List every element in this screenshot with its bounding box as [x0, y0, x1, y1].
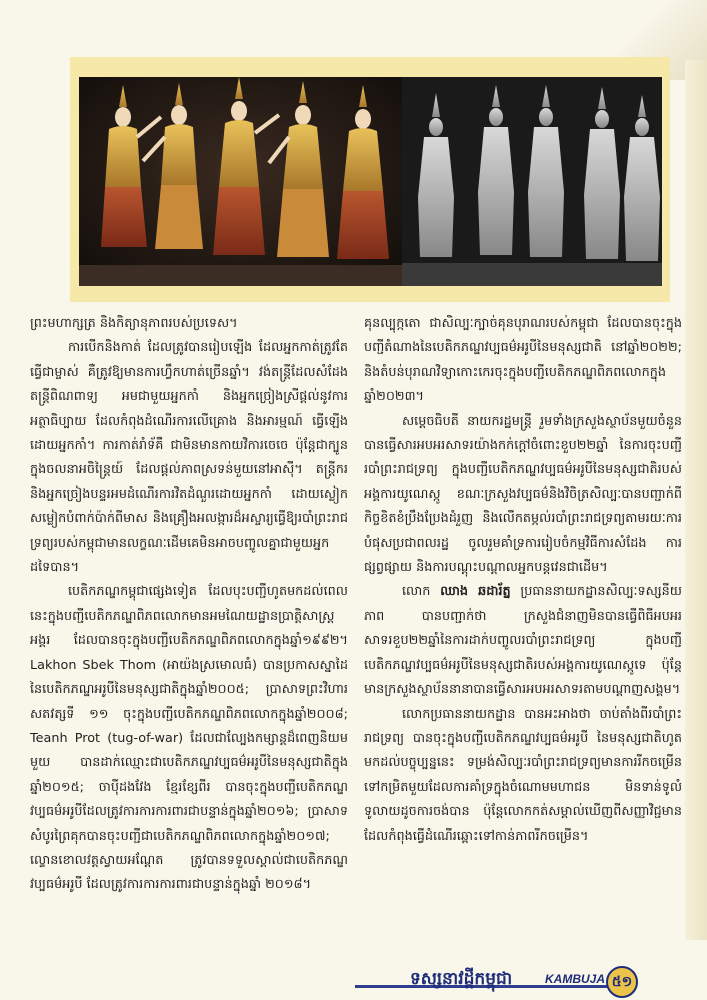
paragraph: ការបើកនិងកាត់ ដែលត្រូវបានរៀបឡើង ដែលអ្នកកាត់ត្រូវតែធ្វើជាម្ចាស់ គឺត្រូវឱ្យមានការហ្វឹកហាត់ច្រើនឆ្នាំ។ វង់តន្ត្រីដែលសំដែងតន្ត្រីពិណពាទ្យ អមជាមួយអ្នកកាំ និងអ្នកច្រៀងស្រីផ្តល់នូវការអត្ថាធិប្បាយ ដែលកំពុងដំណើរការលើគ្រោង និងអារម្មណ៍ ធ្វើឡើងដោយអ្នកកាំ។ ការកាត់រាំទ័គឺ ជាមិនមានកាយវិការចេចេ ប៉ុន្តែជាក្បូនក្នុងចលនាអចិន្ត្រៃយ៍ ដែលផ្តល់ភាពស្រទន់មួយនៅអាស៊ី។ តន្ត្រីករ និងអ្នកច្រៀងបន្ទរអមដំណើរការវិតដំណួរដោយអ្នកកាំ ដោយស្លៀកសម្លៀកបំពាក់ប៉ាក់ពីមាស និងគ្រឿងអលង្ការដ៏អស្ចារ្យធ្វើឱ្យរបាំព្រះរាជទ្រព្យរបស់កម្ពុជាមានលក្ខណៈដើមគេមិនអាចបញ្ចូលគ្នាជាមួយអ្នកដទៃបាន។: [30, 340, 348, 576]
paragraph: ព្រះមហាក្សត្រ និងកិត្យានុភាពរបស់ប្រទេស។: [30, 316, 238, 331]
right-column: [364, 312, 682, 849]
page-footer: [0, 968, 707, 1000]
dancers-color-photo: [79, 77, 402, 286]
left-column: [30, 312, 348, 898]
side-stripe: [685, 60, 707, 940]
paragraph: សម្តេចធិបតី នាយករដ្ឋមន្ត្រី រួមទាំងក្រសួងស្ថាប័នមួយចំនួន បានធ្វើសារអបអរសាទរយ៉ាងកក់ក្តៅចំពោះខួប២២ឆ្នាំ នៃការចុះបញ្ជីរបាំព្រះរាជទ្រព្យ ក្នុងបញ្ជីបេតិកភណ្ឌវប្បធម៌អរូបីនៃមនុស្សជាតិរបស់អង្គការយូណេស្កូ ខណៈក្រសួងវប្បធម៌និងវិចិត្រសិល្បៈបានបញ្ជាក់ពីកិច្ចខិតខំប្រឹងប្រែងដំរួញ និងលើកតម្កល់របាំព្រះរាជទ្រព្យតាមរយៈការបំផុសប្រជាពលរដ្ឋ ចូលរួមគាំទ្រការរៀបចំកម្មវិធីការសំដែង ការផ្សព្វផ្សាយ និងការបណ្តុះបណ្តាលអ្នកបន្តវេនជាដើម។: [364, 413, 682, 576]
magazine-title: ទស្សនាវដ្តីកម្ពុជា: [410, 969, 513, 989]
paragraph-text: ប្រធាននាយកដ្ឋានសិល្បៈទស្សនីយភាព បានបញ្ជាក់ថា ក្រសួងជំនាញមិនបានធ្វើពិធីអបអរសាទរខួប២២ឆ្នាំនៃការដាក់បញ្ចូលរបាំព្រះរាជទ្រព្យ ក្នុងបញ្ជីបេតិកភណ្ឌវប្បធម៌អរូបីនៃមនុស្សជាតិរបស់អង្គការយូណេស្កូទេ ប៉ុន្តែមានក្រសួងស្ថាប័ននានាបានធ្វើសារអបអរសាទរតាមបណ្តាញសង្គម។: [364, 584, 682, 698]
paragraph-lead: លោក: [402, 584, 431, 600]
person-name: ឈាង ឆដារ័ត្ន: [440, 584, 511, 600]
paragraph: លោកប្រធាននាយកដ្ឋាន បានអះអាងថា ចាប់តាំងពីរបាំព្រះរាជទ្រព្យ បានចុះក្នុងបញ្ជីបេតិកភណ្ឌវប្បធម៌អរូបី នៃមនុស្សជាតិហូតមកដល់បច្ចុប្បន្ននេះ ទម្រង់សិល្បៈរបាំព្រះរាជទ្រព្យមានការរីកចម្រើនទៅកម្រិតមួយដែលការគាំទ្រក្នុងចំណោមមហាជន មិនទាន់ទូលំទូលាយដូចការចង់បាន ប៉ុន្តែលោកកត់សម្គាល់ឃើញពីសញ្ញាវិជ្ជមាន ដែលកំពុងធ្វើដំណើរឆ្ពោះទៅកាន់ភាពរីកចម្រើន។: [364, 706, 682, 844]
paragraph: [364, 580, 682, 702]
paragraph: បេតិកភណ្ឌកម្ពុជាផ្សេងទៀត ដែលបុះបញ្ជីហូតមកដល់ពេលនេះក្នុងបញ្ជីបេតិកភណ្ឌពិភពលោកមានអមណៃយដ្ឋានប្រាត្តិសាស្ត្រអង្គរ ដែលបានចុះក្នុងបញ្ជីបេតិកភណ្ឌពិភពលោកក្នុងឆ្នាំ១៩៩២។ Lakhon Sbek Thom (អាយ៉ងស្រមោលធំ) បានប្រកាសស្នាដៃនៃបេតិកភណ្ឌអរូបីនៃមនុស្សជាតិក្នុងឆ្នាំ២០០៥; ប្រាសាទព្រះវិហារសតវត្សទី ១១ ចុះក្នុងបញ្ជីបេតិកភណ្ឌពិភពលោកក្នុងឆ្នាំ២០០៨; Teanh Prot (tug-of-war) ដែលជាល្បែងកម្សាន្តដ៏ពេញនិយមមួយ បានដាក់ឈ្មោះជាបេតិកភណ្ឌវប្បធម៌អរូបីនៃមនុស្សជាតិក្នុងឆ្នាំ២០១៥; ចាប៉ីដងវែង ខ្មែរខ្សែពីរ បានចុះក្នុងបញ្ជីបេតិកភណ្ឌវប្បធម៌អរូបីដែលត្រូវការការការពារជាបន្ទាន់ក្នុងឆ្នាំ២០១៦; ប្រាសាទសំបូរព្រៃគុកបានចុះបញ្ជីជាបេតិកភណ្ឌពិភពលោកក្នុងឆ្នាំ២០១៧; ល្ខោនខោលវត្តស្វាយអណ្តែត ត្រូវបានទទួលស្គាល់ជាបេតិកភណ្ឌវប្បធម៌អរូបី ដែលត្រូវការការការពារជាបន្ទាន់ក្នុងឆ្នាំ ២០១៨។: [30, 584, 348, 893]
paragraph: គុនល្បុក្កតោ ជាសិល្បៈក្បាច់គុនបុរាណរបស់កម្ពុជា ដែលបានចុះក្នុងបញ្ជីតំណាងនៃបេតិកភណ្ឌវប្បធម៌អរូបីនៃមនុស្សជាតិ នៅឆ្នាំ២០២២; និងតំបន់បុរាណវិទ្យាកោះកេរចុះក្នុងបញ្ជីបេតិកភណ្ឌពិភពលោកក្នុងឆ្នាំ២០២៣។: [364, 316, 682, 405]
article-body: [30, 312, 682, 972]
page-number: ៥១: [606, 966, 638, 998]
photo: [79, 77, 662, 286]
brand-name: KAMBUJA: [545, 972, 605, 986]
dancers-bw-photo: [402, 77, 662, 286]
